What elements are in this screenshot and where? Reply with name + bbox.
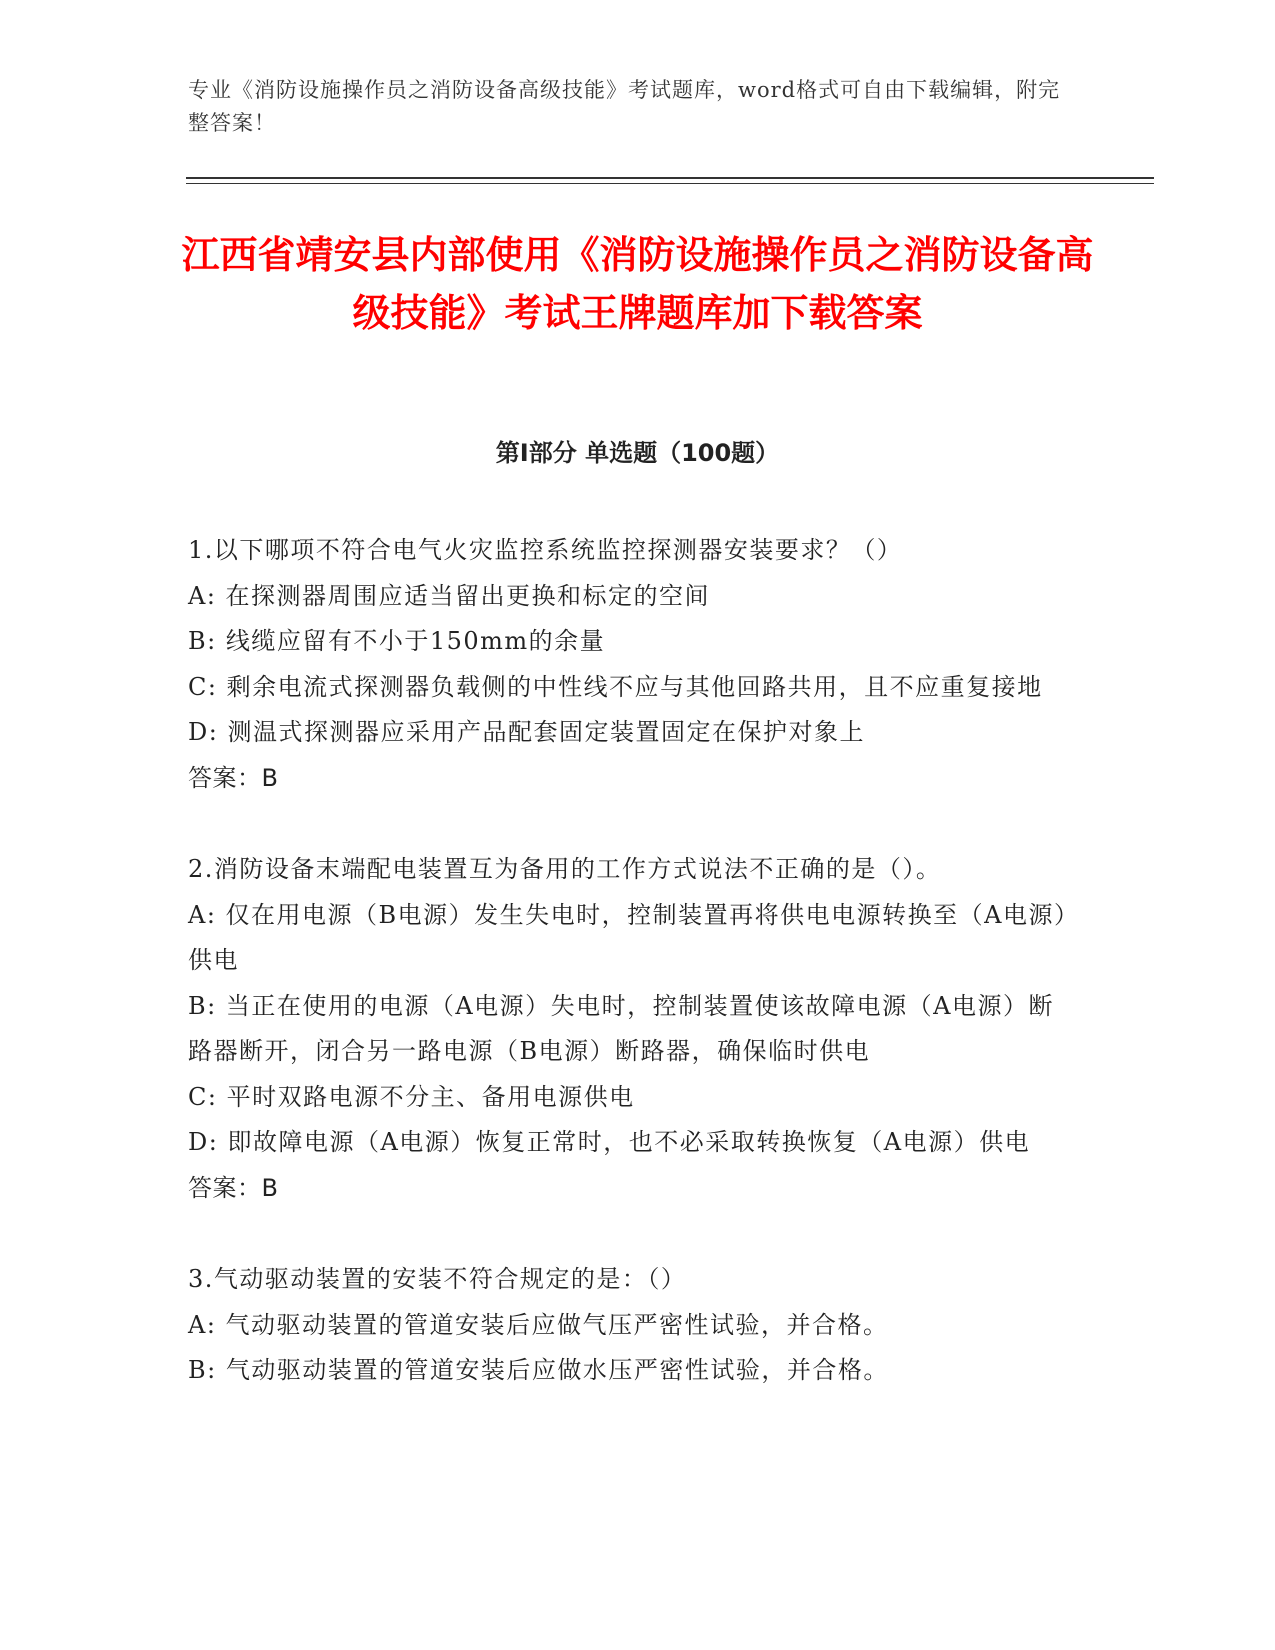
option-a: A: 仅在用电源（B电源）发生失电时，控制装置再将供电电源转换至（A电源）供电	[188, 900, 1068, 974]
option-c: C: 剩余电流式探测器负载侧的中性线不应与其他回路共用，且不应重复接地	[188, 672, 1043, 701]
option-b: B: 线缆应留有不小于150mm的余量	[188, 627, 606, 655]
option-b: B: 气动驱动装置的管道安装后应做水压严密性试验，并合格。	[188, 1356, 889, 1384]
option-a: A: 在探测器周围应适当留出更换和标定的空间	[188, 581, 711, 610]
answer-label: 答案：B	[188, 1173, 279, 1202]
intro-text: 专业《消防设施操作员之消防设备高级技能》考试题库，word格式可自由下载编辑，附完整答案！	[188, 78, 1061, 135]
question-1	[188, 528, 1076, 801]
answer-label: 答案：B	[188, 763, 279, 792]
question-3	[188, 1257, 1076, 1394]
option-b: B: 当正在使用的电源（A电源）失电时，控制装置使该故障电源（A电源）断路器断开，闭合另一路电源（B电源）断路器，确保临时供电	[188, 991, 1055, 1065]
section-heading: 第I部分 单选题（100题）	[495, 439, 780, 467]
question-2	[188, 847, 1076, 1211]
question-stem: 3.气动驱动装置的安装不符合规定的是：（）	[188, 1265, 687, 1293]
question-list	[188, 528, 1076, 1440]
question-stem: 2.消防设备末端配电装置互为备用的工作方式说法不正确的是（）。	[188, 855, 942, 883]
question-stem: 1.以下哪项不符合电气火灾监控系统监控探测器安装要求？（）	[188, 536, 903, 564]
header-rule-thin	[186, 183, 1154, 184]
option-a: A: 气动驱动装置的管道安装后应做气压严密性试验，并合格。	[188, 1310, 889, 1339]
option-c: C: 平时双路电源不分主、备用电源供电	[188, 1082, 635, 1111]
document-title: 江西省靖安县内部使用《消防设施操作员之消防设备高级技能》考试王牌题库加下载答案	[181, 233, 1094, 335]
option-d: D: 即故障电源（A电源）恢复正常时，也不必采取转换恢复（A电源）供电	[188, 1128, 1031, 1156]
option-d: D: 测温式探测器应采用产品配套固定装置固定在保护对象上	[188, 718, 865, 746]
header-rule-thick	[186, 177, 1154, 179]
